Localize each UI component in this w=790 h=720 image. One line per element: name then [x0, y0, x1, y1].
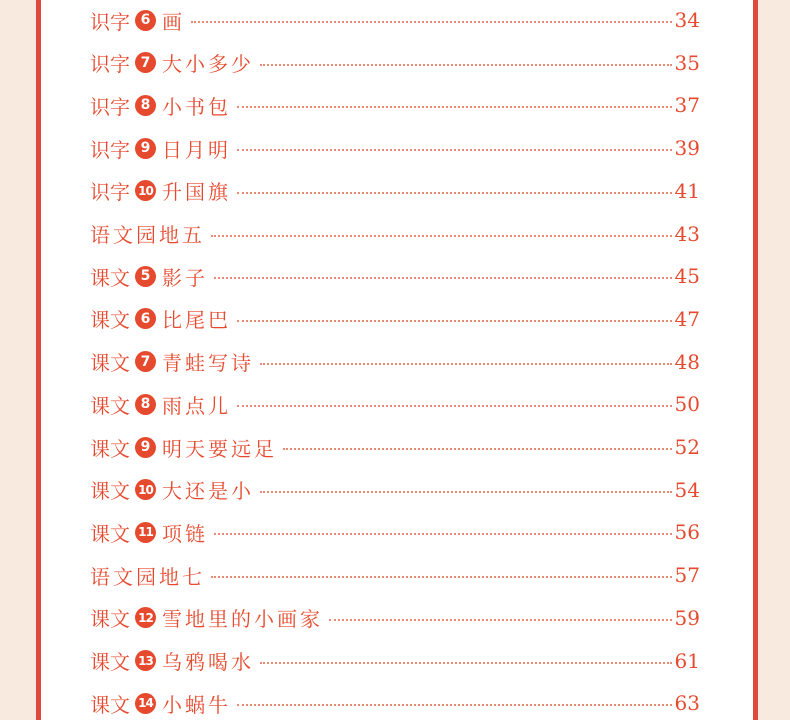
- toc-entry-number-badge: 9: [135, 437, 156, 458]
- toc-entry-page-number: 41: [674, 178, 700, 203]
- toc-entry-leader-dots: [237, 106, 672, 108]
- toc-entry-prefix: 识字: [90, 94, 130, 119]
- toc-entry-leader-dots: [237, 704, 672, 706]
- toc-entry-number-badge: 8: [135, 394, 156, 415]
- toc-entry-title: 画: [162, 9, 185, 34]
- toc-entry-prefix: 课文: [90, 436, 130, 461]
- toc-entry-page-number: 59: [674, 605, 700, 630]
- toc-entry[interactable]: [90, 304, 700, 334]
- toc-entry[interactable]: [90, 475, 700, 505]
- toc-entry-leader-dots: [329, 619, 672, 621]
- toc-entry-title: 雪地里的小画家: [162, 607, 323, 632]
- toc-entry[interactable]: [90, 646, 700, 676]
- toc-entry-number-badge: 10: [135, 180, 156, 201]
- toc-entry[interactable]: [90, 90, 700, 120]
- toc-entry-title: 青蛙写诗: [162, 351, 254, 376]
- toc-entry-number-badge: 8: [135, 95, 156, 116]
- toc-entry-prefix: 课文: [90, 479, 130, 504]
- toc-entry-leader-dots: [237, 320, 672, 322]
- toc-entry-prefix: 课文: [90, 351, 130, 376]
- toc-entry-page-number: 61: [674, 648, 700, 673]
- toc-entry-title: 乌鸦喝水: [162, 650, 254, 674]
- toc-entry-leader-dots: [237, 192, 672, 194]
- toc-entry-title: 日月明: [162, 137, 231, 162]
- toc-entry-title: 语文园地五: [90, 223, 205, 247]
- toc-entry[interactable]: [90, 5, 700, 35]
- toc-entry-page-number: 39: [674, 136, 700, 161]
- toc-entry-page-number: 45: [674, 264, 700, 289]
- toc-entry-prefix: 识字: [90, 52, 130, 77]
- toc-entry-page-number: 37: [674, 93, 700, 118]
- toc-entry-leader-dots: [260, 363, 672, 365]
- toc-entry-title: 大还是小: [162, 479, 254, 504]
- toc-entry-title: 比尾巴: [162, 308, 231, 333]
- toc-entry-page-number: 43: [674, 221, 700, 246]
- toc-entry-page-number: 34: [674, 8, 700, 32]
- toc-entry-leader-dots: [260, 491, 672, 493]
- toc-entry-page-number: 56: [674, 520, 700, 545]
- toc-entry-leader-dots: [283, 448, 672, 450]
- toc-entry[interactable]: [90, 48, 700, 78]
- toc-entry-title: 明天要远足: [162, 436, 277, 461]
- toc-entry-page-number: 57: [674, 563, 700, 588]
- toc-entry[interactable]: [90, 347, 700, 377]
- toc-entry-title: 小书包: [162, 94, 231, 119]
- toc-entry-leader-dots: [214, 277, 672, 279]
- toc-entry-number-badge: 6: [135, 308, 156, 329]
- toc-entry-prefix: 课文: [90, 607, 130, 632]
- toc-entry-prefix: 课文: [90, 692, 130, 717]
- toc-entry-page-number: 50: [674, 392, 700, 417]
- toc-entry-leader-dots: [214, 533, 672, 535]
- toc-entry-number-badge: 13: [135, 650, 156, 671]
- toc-entry[interactable]: [90, 432, 700, 462]
- toc-entry-title: 升国旗: [162, 180, 231, 205]
- toc-entry-leader-dots: [237, 149, 672, 151]
- toc-entry-leader-dots: [211, 235, 672, 237]
- toc-entry[interactable]: [90, 133, 700, 163]
- toc-entry-leader-dots: [191, 21, 672, 23]
- toc-entry-title: 大小多少: [162, 52, 254, 77]
- toc-entry-prefix: 课文: [90, 650, 130, 674]
- toc-entry-number-badge: 12: [135, 607, 156, 628]
- toc-entry-number-badge: 10: [135, 479, 156, 500]
- toc-entry-title: 项链: [162, 521, 208, 546]
- toc-entry-title: 雨点儿: [162, 393, 231, 418]
- toc-entry[interactable]: [90, 517, 700, 547]
- toc-entry-title: 影子: [162, 265, 208, 290]
- toc-entry[interactable]: [90, 261, 700, 291]
- toc-entry[interactable]: [90, 603, 700, 633]
- toc-entry-number-badge: 6: [135, 10, 156, 31]
- toc-entry-page-number: 35: [674, 50, 700, 75]
- toc-entry-number-badge: 7: [135, 351, 156, 372]
- toc-entry[interactable]: [90, 389, 700, 419]
- toc-entry-number-badge: 14: [135, 693, 156, 714]
- toc-entry[interactable]: [90, 688, 700, 718]
- toc-entry-number-badge: 7: [135, 52, 156, 73]
- toc-entry-number-badge: 5: [135, 266, 156, 287]
- toc-entry-leader-dots: [260, 662, 672, 664]
- toc-entry-number-badge: 11: [135, 522, 156, 543]
- toc-entry-page-number: 52: [674, 435, 700, 459]
- toc-entry-page-number: 63: [674, 691, 700, 716]
- toc-entry[interactable]: [90, 560, 700, 590]
- toc-entry-title: 小蜗牛: [162, 692, 231, 717]
- toc-entry-number-badge: 9: [135, 138, 156, 159]
- toc-entry[interactable]: [90, 176, 700, 206]
- toc-entry-prefix: 课文: [90, 308, 130, 333]
- toc-entry-prefix: 识字: [90, 180, 130, 205]
- toc-entry-page-number: 54: [674, 477, 700, 502]
- toc-entry-prefix: 课文: [90, 521, 130, 546]
- toc-entry[interactable]: [90, 219, 700, 249]
- toc-entry-title: 语文园地七: [90, 564, 205, 589]
- toc-entry-prefix: 识字: [90, 137, 130, 162]
- toc-entry-leader-dots: [260, 64, 672, 66]
- toc-entry-prefix: 课文: [90, 393, 130, 418]
- toc-entry-prefix: 识字: [90, 9, 130, 34]
- toc-entry-page-number: 48: [674, 349, 700, 374]
- toc-entry-leader-dots: [237, 405, 672, 407]
- toc-entry-prefix: 课文: [90, 265, 130, 290]
- toc-entry-page-number: 47: [674, 306, 700, 331]
- toc-entry-leader-dots: [211, 576, 672, 578]
